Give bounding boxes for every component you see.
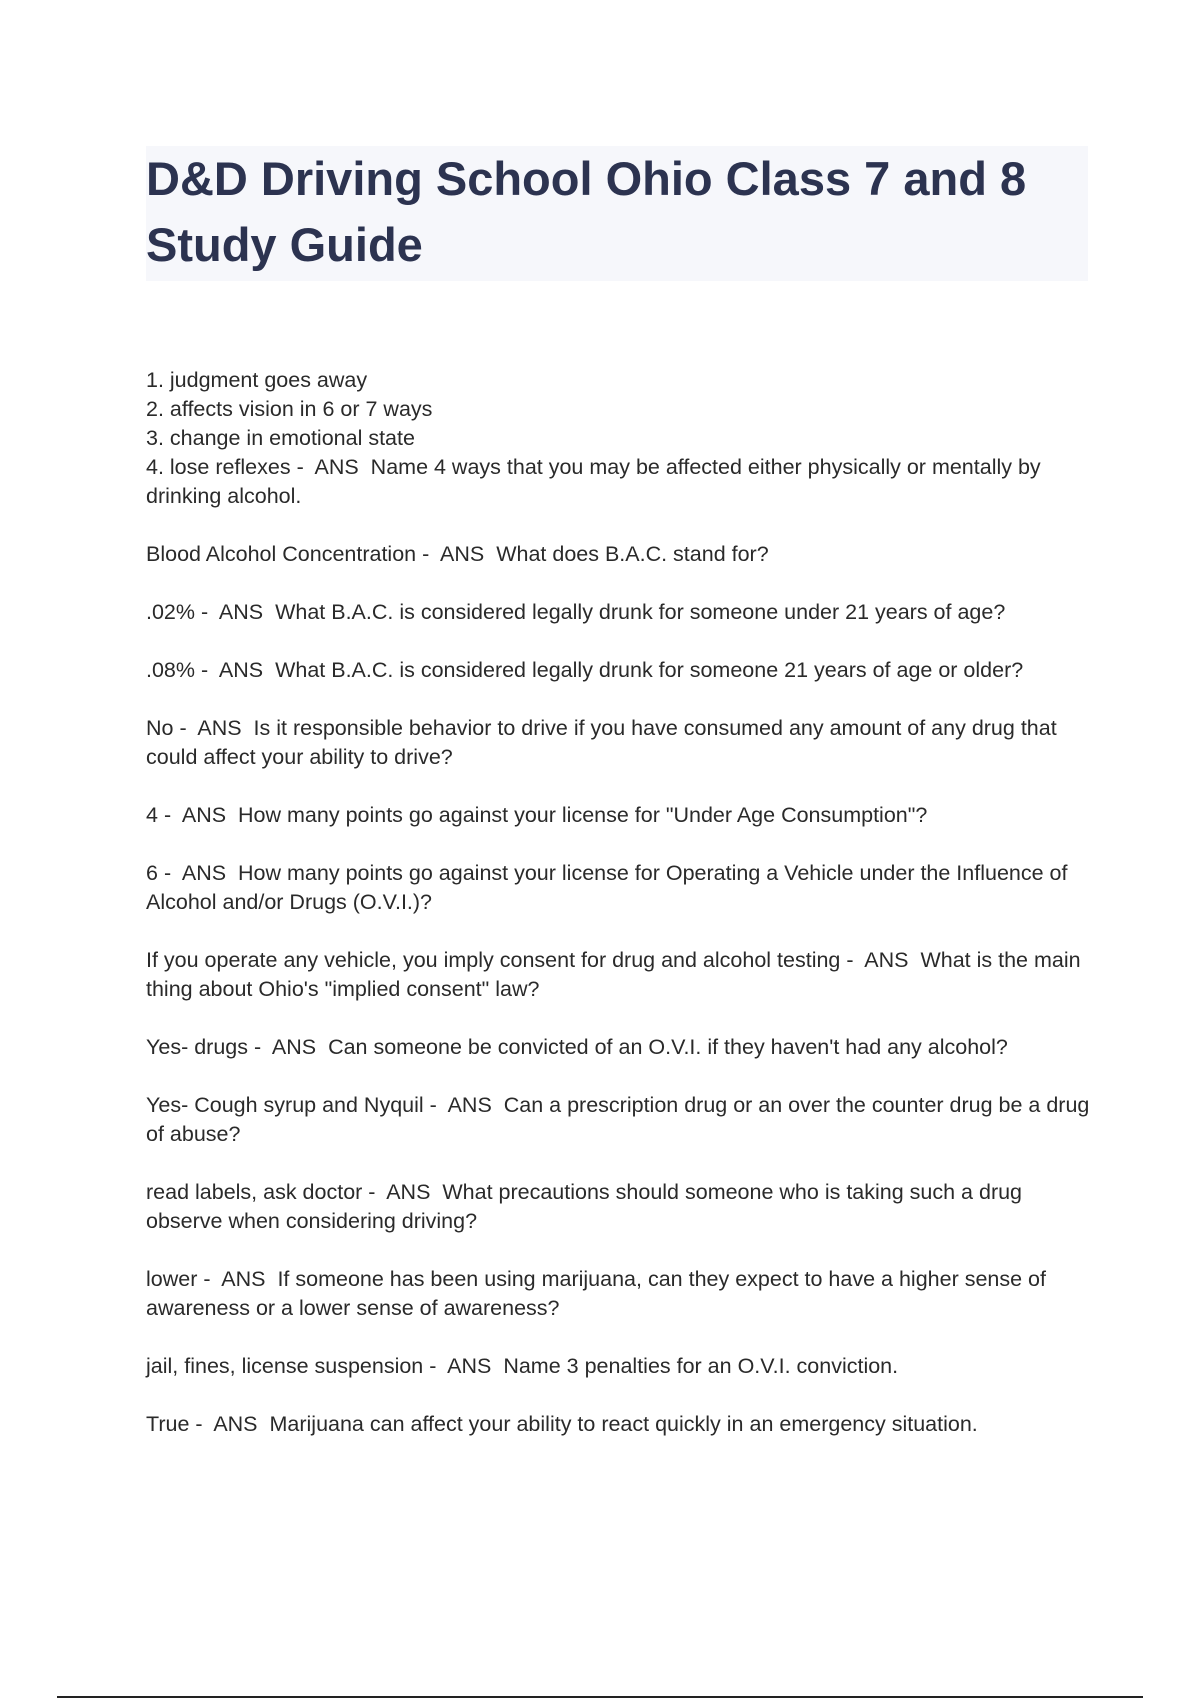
ans-separator: - ANS [248, 1035, 329, 1059]
qa-question: What does B.A.C. stand for? [496, 542, 769, 566]
ans-separator: - ANS [423, 1093, 504, 1117]
ans-separator: - ANS [197, 1267, 278, 1291]
ans-separator: - ANS [416, 542, 497, 566]
qa-answer: read labels, ask doctor [146, 1180, 363, 1204]
qa-item-14 [146, 1410, 1096, 1439]
qa-question: Can someone be convicted of an O.V.I. if they haven't had any alcohol? [328, 1035, 1008, 1059]
qa-answer: .02% [146, 600, 196, 624]
ans-separator: - ANS [290, 455, 371, 479]
ans-separator: - ANS [423, 1354, 504, 1378]
qa-answer: If you operate any vehicle, you imply consent for drug and alcohol testing [146, 948, 841, 972]
qa-item-11 [146, 1178, 1096, 1236]
qa-question: Name 4 ways that you may be affected either physically or mentally by drinking alcohol. [146, 455, 1041, 508]
list-line-4 [146, 453, 1096, 511]
list-line-2: 2. affects vision in 6 or 7 ways [146, 397, 433, 421]
ans-separator: - ANS [157, 803, 239, 827]
footer-divider [57, 1696, 1143, 1698]
qa-question: What B.A.C. is considered legally drunk for someone under 21 years of age? [275, 600, 1006, 624]
ans-separator: - ANS [173, 716, 254, 740]
qa-question: What is the main thing about Ohio's "implied consent" law? [146, 948, 1081, 1001]
qa-item-8 [146, 946, 1096, 1004]
qa-item-6 [146, 801, 1096, 830]
qa-question: Is it responsible behavior to drive if you have consumed any amount of any drug that could affect your ability to drive? [146, 716, 1057, 769]
qa-item-10 [146, 1091, 1096, 1149]
qa-answer: jail, fines, license suspension [146, 1354, 424, 1378]
qa-answer: 4 [146, 803, 158, 827]
qa-question: What B.A.C. is considered legally drunk for someone 21 years of age or older? [275, 658, 1024, 682]
qa-question: Can a prescription drug or an over the counter drug be a drug of abuse? [146, 1093, 1090, 1146]
study-guide-content [146, 366, 1096, 1468]
qa-item-2 [146, 540, 1096, 569]
qa-question: What precautions should someone who is taking such a drug observe when considering driving? [146, 1180, 1023, 1233]
ans-separator: - ANS [195, 600, 276, 624]
qa-answer: .08% [146, 658, 196, 682]
qa-item-7 [146, 859, 1096, 917]
qa-answer: True [146, 1412, 190, 1436]
list-line-1: 1. judgment goes away [146, 368, 368, 392]
qa-item-9 [146, 1033, 1096, 1062]
qa-question: Name 3 penalties for an O.V.I. conviction. [503, 1354, 899, 1378]
qa-question: How many points go against your license for Operating a Vehicle under the Influence of Alcohol and/or Drugs (O.V.I.)? [146, 861, 1068, 914]
qa-item-1 [146, 366, 1096, 511]
document-title: D&D Driving School Ohio Class 7 and 8 Study Guide [146, 152, 1027, 271]
qa-answer: No [146, 716, 174, 740]
qa-item-12 [146, 1265, 1096, 1323]
qa-item-3 [146, 598, 1096, 627]
qa-answer: Blood Alcohol Concentration [146, 542, 417, 566]
qa-answer: 6 [146, 861, 158, 885]
qa-question: Marijuana can affect your ability to react quickly in an emergency situation. [269, 1412, 978, 1436]
ans-separator: - ANS [195, 658, 276, 682]
ans-separator: - ANS [189, 1412, 270, 1436]
qa-question: How many points go against your license for "Under Age Consumption"? [238, 803, 928, 827]
qa-question: If someone has been using marijuana, can they expect to have a higher sense of awareness or a lower sense of awareness? [146, 1267, 1046, 1320]
qa-item-13 [146, 1352, 1096, 1381]
qa-answer: lower [146, 1267, 198, 1291]
list-line-3: 3. change in emotional state [146, 426, 415, 450]
qa-answer: 4. lose reflexes [146, 455, 291, 479]
qa-item-5 [146, 714, 1096, 772]
qa-answer: Yes- Cough syrup and Nyquil [146, 1093, 424, 1117]
qa-item-4 [146, 656, 1096, 685]
ans-separator: - ANS [157, 861, 239, 885]
ans-separator: - ANS [362, 1180, 443, 1204]
qa-answer: Yes- drugs [146, 1035, 248, 1059]
title-banner [146, 146, 1088, 281]
ans-separator: - ANS [840, 948, 921, 972]
